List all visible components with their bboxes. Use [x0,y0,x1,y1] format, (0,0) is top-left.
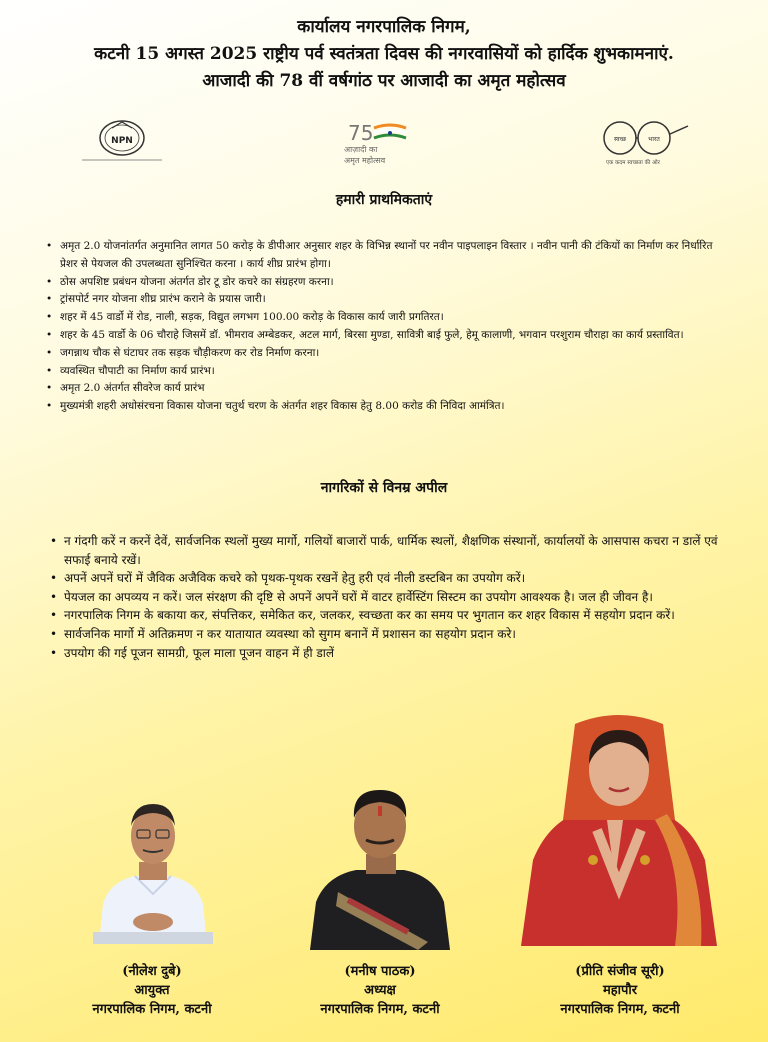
official-org: नगरपालिक निगम, कटनी [92,1002,212,1017]
amrit-logo-line-1: आज़ादी का [344,145,378,154]
official-org: नगरपालिक निगम, कटनी [560,1002,680,1017]
list-item: • मुख्यमंत्री शहरी अधोसंरचना विकास योजना चतुर्थ चरण के अंतर्गत शहर विकास हेतु 8.00 करोड की निविदा आमंत्रित। [46,398,726,416]
official-designation: अध्यक्ष [364,983,396,998]
list-item: • पेयजल का अपव्यय न करें। जल संरक्षण की दृष्टि से अपनें अपनें घरों में वाटर हार्वेस्टिंग सिस्टम का उपयोग आवश्यक है। जल ही जीवन है। [50,588,730,607]
photo-chairman [308,782,452,950]
npn-logo-text: NPN [111,136,133,146]
official-chairman [290,962,470,1019]
list-item: • उपयोग की गई पूजन सामग्री, फूल माला पूजन वाहन में ही डालें [50,644,730,663]
swachh-tagline: एक कदम स्वच्छता की ओर [606,160,660,166]
official-designation: महापौर [602,983,638,998]
list-item: • न गंदगी करें न करनें देवें, सार्वजनिक स्थलों मुख्य मार्गो, गलियों बाजारों पार्क, धार्मिक स्थलों, शैक्षणिक संस्थानों, कार्यालयों के आसपास कचरा न डालें एवं सफाई बनाये रखें। [50,532,730,569]
npn-logo [80,118,164,166]
list-item: • सार्वजनिक मार्गो में अतिक्रमण न कर यातायात व्यवस्था को सुगम बनानें में प्रशासन का सहयोग प्रदान करे। [50,625,730,644]
list-item: • शहर में 45 वार्डो में रोड, नाली, सड़क, विद्युत लगभग 100.00 करोड़ के विकास कार्य जारी प्रगतिरत। [46,309,726,327]
swachh-bharat-logo [598,118,692,168]
appeal-list [50,532,730,662]
header-line-1: कार्यालय नगरपालिक निगम, [297,17,471,37]
svg-text:75: 75 [348,121,374,145]
official-name: (प्रीति संजीव सूरी) [575,964,665,979]
list-item: • अपनें अपनें घरों में जैविक अजैविक कचरे को पृथक-पृथक रखनें हेतु हरी एवं नीली डस्टबिन का उपयोग करें। [50,569,730,588]
list-item: • नगरपालिक निगम के बकाया कर, संपत्तिकर, समेकित कर, जलकर, स्वच्छता कर का समय पर भुगतान कर शहर विकास में सहयोग प्रदान करें। [50,606,730,625]
official-commissioner [62,962,242,1019]
list-item: • अमृत 2.0 योजनांतर्गत अनुमानित लागत 50 करोड़ के डीपीआर अनुसार शहर के विभिन्न स्थानों पर नवीन पाइपलाइन विस्तार । नवीन पानी की टंकियों का निर्माण कर निर्धारित प्रेशर से पेयजल की उपलब्धता सुनिश्चित करना । कार्य शीघ्र प्रारंभ होगा। [46,238,726,274]
svg-text:भारत: भारत [648,136,660,143]
header-line-2: कटनी 15 अगस्त 2025 राष्ट्रीय पर्व स्वतंत्रता दिवस की नगरवासियों को हार्दिक शुभकामनाएं. [94,44,674,64]
official-name: (मनीष पाठक) [344,964,416,979]
photo-mayor [515,710,723,946]
priorities-heading: हमारी प्राथमिकताएं [335,192,433,208]
list-item: • ठोस अपशिष्ट प्रबंधन योजना अंतर्गत डोर टू डोर कचरे का संग्रहरण करना। [46,274,726,292]
svg-text:स्वच्छ: स्वच्छ [613,136,627,143]
amrit-logo-line-2: अमृत महोत्सव [344,156,386,165]
list-item: • जगन्नाथ चौक से घंटाघर तक सड़क चौड़ीकरण कर रोड निर्माण करना। [46,345,726,363]
official-name: (नीलेश दुबे) [122,964,182,979]
list-item: • शहर के 45 वार्डो के 06 चौराहे जिसमें डॉ. भीमराव अम्बेडकर, अटल मार्ग, बिरसा मुण्डा, सावित्री बाई फुले, हेमू कालाणी, भगवान परशुराम चौराहा का कार्य प्रस्तावित। [46,327,726,345]
header-line-3: आजादी की 78 वीं वर्षगांठ पर आजादी का अमृत महोत्सव [202,71,566,91]
official-mayor [520,962,720,1019]
official-designation: आयुक्त [134,983,170,998]
official-org: नगरपालिक निगम, कटनी [320,1002,440,1017]
photo-commissioner [93,796,213,944]
header [0,14,768,95]
logo-row [0,118,768,174]
priorities-list [46,238,726,416]
list-item: • व्यवस्थित चौपाटी का निर्माण कार्य प्रारंभ। [46,363,726,381]
azadi-ka-amrit-mahotsav-logo [330,118,440,168]
appeal-heading: नागरिकों से विनम्र अपील [320,480,448,496]
list-item: • अमृत 2.0 अंतर्गत सीवरेज कार्य प्रारंभ [46,380,726,398]
list-item: • ट्रांसपोर्ट नगर योजना शीघ्र प्रारंभ कराने के प्रयास जारी। [46,291,726,309]
